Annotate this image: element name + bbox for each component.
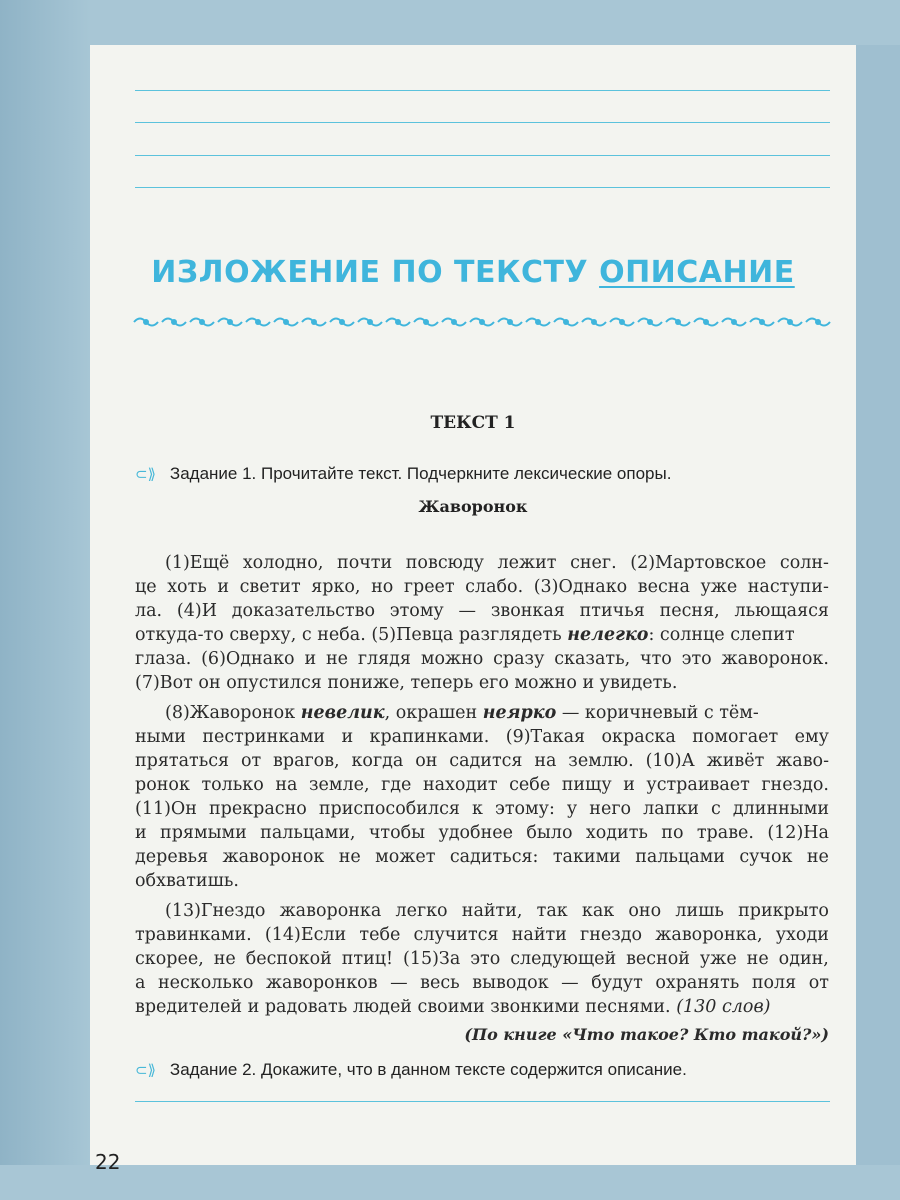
word: к [472, 799, 483, 819]
title-underlined-text: ОПИСАНИЕ [599, 255, 795, 290]
word: он [415, 751, 438, 771]
word: не [746, 949, 769, 969]
page-number: 22 [95, 1150, 121, 1174]
word: как [581, 901, 615, 921]
word: весь [420, 973, 460, 993]
word: садиться: [449, 847, 539, 867]
word: доказательство [231, 601, 375, 621]
emphasized-word: нелегко [567, 625, 649, 645]
word: находит [422, 775, 498, 795]
text-segment: (130 слов) [676, 997, 771, 1017]
word: (1)Ещё [165, 553, 230, 573]
word: оно [628, 901, 662, 921]
word: уже [700, 577, 738, 597]
word: — [390, 973, 408, 993]
text-line [135, 575, 829, 599]
task-2 [135, 1060, 687, 1080]
word: ярко, [311, 577, 361, 597]
word: не [325, 649, 348, 669]
word: такими [552, 847, 621, 867]
word: (11)Он [135, 799, 197, 819]
word: найти [511, 925, 567, 945]
word: льющаяся [734, 601, 829, 621]
word: (13)Гнездо [165, 901, 266, 921]
word: удобнее [438, 823, 513, 843]
word: весной [626, 949, 690, 969]
word: холодно, [242, 553, 324, 573]
scan-border-left [0, 0, 90, 1200]
writing-line [135, 90, 830, 91]
text-segment: вредителей и радовать людей своими звонкими песнями. [135, 997, 677, 1017]
word: жаво- [776, 751, 829, 771]
word: этому [389, 601, 444, 621]
task-2-text: Задание 2. Докажите, что в данном тексте содержится описание. [169, 1060, 687, 1079]
text-segment: : солнце слепит [648, 625, 795, 645]
word: светит [239, 577, 301, 597]
word: от [240, 751, 262, 771]
writing-line [135, 187, 830, 188]
word: устраивает [646, 775, 750, 795]
page-title [90, 255, 856, 290]
word: чтобы [368, 823, 426, 843]
text-line [135, 845, 829, 869]
word: песня, [659, 601, 720, 621]
text-segment: откуда-то сверху, с неба. (5)Певца разглядеть [135, 625, 568, 645]
text-segment: , окрашен [384, 703, 483, 723]
text-line [135, 647, 829, 671]
text-segment: (8)Жаворонок [165, 703, 301, 723]
title-text: ИЗЛОЖЕНИЕ ПО ТЕКСТУ [151, 255, 589, 290]
word: сучок [739, 847, 793, 867]
word: гнездо. [761, 775, 829, 795]
word: прямыми [160, 823, 247, 843]
word: один, [778, 949, 829, 969]
text-segment: (7)Вот он опустился пониже, теперь его можно и увидеть. [135, 673, 678, 693]
word: несколько [157, 973, 254, 993]
word: это [681, 649, 712, 669]
word: землю. [568, 751, 634, 771]
word: пищу [561, 775, 612, 795]
word: наступи- [747, 577, 829, 597]
word: пестринками [202, 727, 325, 747]
text-label: ТЕКСТ 1 [430, 413, 516, 433]
word: где [381, 775, 412, 795]
word: длинными [732, 799, 829, 819]
word: весна [637, 577, 690, 597]
word: у [566, 799, 578, 819]
text-line [135, 971, 829, 995]
word: траве. [696, 823, 754, 843]
word: солн- [779, 553, 829, 573]
text-line [135, 947, 829, 971]
word: сказать, [554, 649, 631, 669]
text-line [135, 701, 829, 725]
text-segment: обхватишь. [135, 871, 239, 891]
word: легко [395, 901, 448, 921]
word: — [458, 601, 477, 621]
text-segment: — коричневый с тём- [556, 703, 759, 723]
emphasized-word: невелик [300, 703, 385, 723]
word: лапки [643, 799, 699, 819]
word: выводок [472, 973, 549, 993]
word: пальцами [635, 847, 725, 867]
word: с [711, 799, 721, 819]
scan-border-bottom [0, 1165, 900, 1200]
word: гнездо [580, 925, 643, 945]
text-line [135, 821, 829, 845]
word: на [534, 751, 557, 771]
word: жаворонок. [721, 649, 829, 669]
word: врагов, [273, 751, 340, 771]
word: лишь [675, 901, 724, 921]
text-line [135, 923, 829, 947]
word: и [217, 577, 230, 597]
word: а [135, 973, 146, 993]
word: окраска [601, 727, 676, 747]
text-line [135, 995, 829, 1019]
word: и [135, 823, 147, 843]
task-1-text: Задание 1. Прочитайте текст. Подчеркните лексические опоры. [169, 464, 672, 483]
arrow-marker-icon: ⊂⟫ [135, 1061, 156, 1079]
word: повсюду [405, 553, 484, 573]
text-line [135, 671, 829, 695]
word: прекрасно [209, 799, 307, 819]
word: может [375, 847, 436, 867]
word: (15)За [403, 949, 461, 969]
word: охранять [655, 973, 740, 993]
word: только [201, 775, 264, 795]
word: ходить [585, 823, 648, 843]
word: хоть [167, 577, 207, 597]
emphasized-word: неярко [482, 703, 557, 723]
text-line [135, 797, 829, 821]
word: и [623, 775, 635, 795]
arrow-marker-icon: ⊂⟫ [135, 465, 156, 483]
word: ему [794, 727, 829, 747]
word: случится [413, 925, 499, 945]
word: не [806, 847, 829, 867]
word: поля [751, 973, 797, 993]
text-heading: Жаворонок [418, 497, 528, 516]
word: (14)Если [264, 925, 347, 945]
word: прикрыто [738, 901, 829, 921]
word: травинками. [135, 925, 252, 945]
word: него [589, 799, 632, 819]
word: пальцами, [260, 823, 356, 843]
word: садится [449, 751, 523, 771]
writing-line [135, 1101, 830, 1102]
word: глаза. [135, 649, 192, 669]
word: глядя [357, 649, 411, 669]
word: звонкая [490, 601, 565, 621]
word: жаворонок [222, 847, 325, 867]
word: беспокой [245, 949, 332, 969]
word: найти, [461, 901, 523, 921]
word: (9)Такая [505, 727, 586, 747]
word: себе [509, 775, 551, 795]
word: земле, [308, 775, 370, 795]
word: ронок [135, 775, 190, 795]
text-line [135, 899, 829, 923]
word: не [213, 949, 236, 969]
text-line [135, 773, 829, 797]
text-line [135, 551, 829, 575]
text-body [135, 551, 829, 1044]
word: можно [420, 649, 484, 669]
task-1 [135, 464, 671, 484]
ornament-divider [132, 313, 832, 331]
word: по [661, 823, 684, 843]
word: помогает [692, 727, 779, 747]
word: от [808, 973, 829, 993]
word: ными [135, 727, 186, 747]
word: (10)А [645, 751, 695, 771]
text-line [135, 869, 829, 893]
word: жаворонка [279, 901, 382, 921]
word: снег. [570, 553, 617, 573]
word: це [135, 577, 157, 597]
word: будут [591, 973, 643, 993]
word: следующей [510, 949, 617, 969]
word: греет [403, 577, 455, 597]
word: но [371, 577, 394, 597]
word: (4)И [176, 601, 217, 621]
word: было [526, 823, 573, 843]
word: не [338, 847, 361, 867]
word: крапинками. [369, 727, 490, 747]
word: (6)Однако [201, 649, 295, 669]
word: этому: [495, 799, 555, 819]
word: сразу [493, 649, 545, 669]
text-line [135, 749, 829, 773]
word: тебе [359, 925, 401, 945]
scan-border-top [0, 0, 900, 45]
word: приспособился [318, 799, 460, 819]
word: птичья [579, 601, 645, 621]
word: на [275, 775, 298, 795]
text-line [135, 599, 829, 623]
word: скорее, [135, 949, 204, 969]
text-line [135, 623, 829, 647]
word: жаворонка, [655, 925, 763, 945]
word: ла. [135, 601, 163, 621]
word: когда [351, 751, 404, 771]
word: и [341, 727, 354, 747]
word: уже [699, 949, 737, 969]
word: уходи [775, 925, 829, 945]
word: птиц! [341, 949, 394, 969]
word: так [536, 901, 568, 921]
writing-line [135, 155, 830, 156]
word: (2)Мартовское [630, 553, 767, 573]
word: лежит [497, 553, 557, 573]
workbook-page [90, 45, 856, 1165]
word: (12)На [767, 823, 829, 843]
word: деревья [135, 847, 209, 867]
source-citation: (По книге «Что такое? Кто такой?») [464, 1025, 829, 1044]
word: живёт [706, 751, 765, 771]
word: — [561, 973, 579, 993]
word: жаворонков [265, 973, 378, 993]
word: (3)Однако [533, 577, 628, 597]
word: прятаться [135, 751, 230, 771]
word: слабо. [465, 577, 524, 597]
word: это [470, 949, 501, 969]
text-line [135, 725, 829, 749]
word: почти [337, 553, 393, 573]
writing-line [135, 122, 830, 123]
word: и [304, 649, 317, 669]
word: что [640, 649, 672, 669]
